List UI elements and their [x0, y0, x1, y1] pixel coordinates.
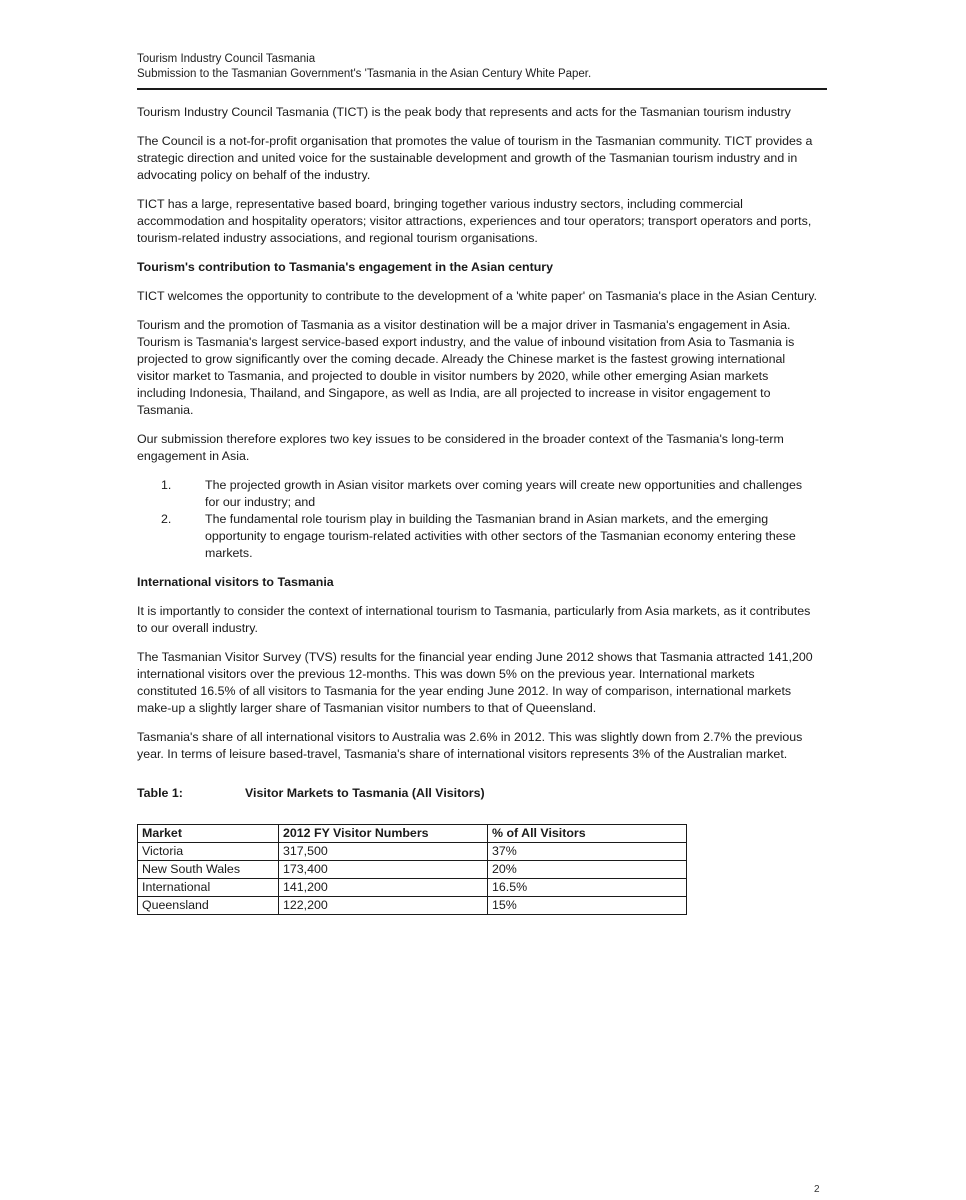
- paragraph-share: Tasmania's share of all international visitors to Australia was 2.6% in 2012. This was slightly down from 2.7% the previous year. In terms of leisure based-travel, Tasmania's share of international visitors represents 3% of the Australian market.: [137, 730, 803, 761]
- document-body: [137, 104, 817, 915]
- table-row: [138, 843, 687, 861]
- heading-international-visitors: International visitors to Tasmania: [137, 575, 334, 589]
- paragraph-council: The Council is a not-for-profit organisation that promotes the value of tourism in the Tasmanian community. TICT provides a strategic direction and united voice for the sustainable development and growth of the Tasmanian tourism industry and in advocating policy on behalf of the industry.: [137, 134, 813, 182]
- table-header-row: [138, 825, 687, 843]
- paragraph-welcome: TICT welcomes the opportunity to contribute to the development of a 'white paper' on Tasmania's place in the Asian Century.: [137, 289, 818, 303]
- paragraph-board: TICT has a large, representative based board, bringing together various industry sectors, including commercial accommodation and hospitality operators; visitor attractions, experiences and tour operators; transport operators and ports, tourism-related industry associations, and regional tourism organisations.: [137, 197, 812, 245]
- header-submission: Submission to the Tasmanian Government's 'Tasmania in the Asian Century White Paper.: [137, 68, 592, 80]
- table-cell-percent: 37%: [488, 843, 687, 861]
- table-cell-visitors: 173,400: [279, 861, 488, 879]
- table-cell-percent: 20%: [488, 861, 687, 879]
- paragraph-context: It is importantly to consider the context of international tourism to Tasmania, particularly from Asia markets, as it contributes to our overall industry.: [137, 604, 811, 635]
- list-item: [137, 477, 817, 511]
- list-item-text: The fundamental role tourism play in building the Tasmanian brand in Asian markets, and the emerging opportunity to engage tourism-related activities with other sectors of the Tasmanian economy entering these markets.: [205, 512, 796, 560]
- paragraph-promotion: Tourism and the promotion of Tasmania as a visitor destination will be a major driver in Tasmania's engagement in Asia. Tourism is Tasmania's largest service-based export industry, and the value of inbound visitation from Asia to Tasmania is projected to grow significantly over the coming decade. Already the Chinese market is the fastest growing international visitor market to Tasmania, and projected to double in visitor numbers by 2020, while other emerging Asian markets including Indonesia, Thailand, and Singapore, as well as India, are all projected to increase in visitor engagement to Tasmania.: [137, 318, 795, 417]
- paragraph-tvs: The Tasmanian Visitor Survey (TVS) results for the financial year ending June 2012 shows that Tasmania attracted 141,200 international visitors over the previous 12-months. This was down 5% on the previous year. International markets constituted 16.5% of all visitors to Tasmania for the year ending June 2012. In way of comparison, international markets make-up a slightly larger share of Tasmanian visitor numbers to that of Queensland.: [137, 650, 813, 715]
- table-cell-market: Victoria: [138, 843, 279, 861]
- list-item-text: The projected growth in Asian visitor markets over coming years will create new opportunities and challenges for our industry; and: [205, 478, 803, 509]
- paragraph-submission: Our submission therefore explores two key issues to be considered in the broader context of the Tasmania's long-term engagement in Asia.: [137, 432, 784, 463]
- table-cell-market: Queensland: [138, 897, 279, 915]
- list-item-number: 2.: [161, 512, 172, 526]
- heading-asian-century: Tourism's contribution to Tasmania's engagement in the Asian century: [137, 260, 553, 274]
- table-cell-visitors: 122,200: [279, 897, 488, 915]
- table-cell-visitors: 141,200: [279, 879, 488, 897]
- table-caption-label: Table 1:: [137, 786, 183, 800]
- header-rule: [137, 88, 827, 90]
- table-caption: [137, 785, 817, 802]
- table-row: [138, 897, 687, 915]
- column-header-percent: % of All Visitors: [488, 825, 687, 843]
- list-item: [137, 511, 817, 562]
- table-cell-percent: 16.5%: [488, 879, 687, 897]
- table-cell-market: New South Wales: [138, 861, 279, 879]
- table-row: [138, 879, 687, 897]
- table-caption-title: Visitor Markets to Tasmania (All Visitors): [245, 786, 485, 800]
- table-cell-market: International: [138, 879, 279, 897]
- table-cell-percent: 15%: [488, 897, 687, 915]
- column-header-visitor-numbers: 2012 FY Visitor Numbers: [279, 825, 488, 843]
- page-number: 2: [814, 1184, 820, 1195]
- table-row: [138, 861, 687, 879]
- page-header: [137, 52, 827, 82]
- header-org: Tourism Industry Council Tasmania: [137, 53, 316, 65]
- column-header-market: Market: [138, 825, 279, 843]
- table-cell-visitors: 317,500: [279, 843, 488, 861]
- visitor-markets-table: [137, 824, 687, 915]
- issues-list: [137, 477, 817, 562]
- list-item-number: 1.: [161, 478, 172, 492]
- paragraph-intro: Tourism Industry Council Tasmania (TICT) is the peak body that represents and acts for the Tasmanian tourism industry: [137, 105, 791, 119]
